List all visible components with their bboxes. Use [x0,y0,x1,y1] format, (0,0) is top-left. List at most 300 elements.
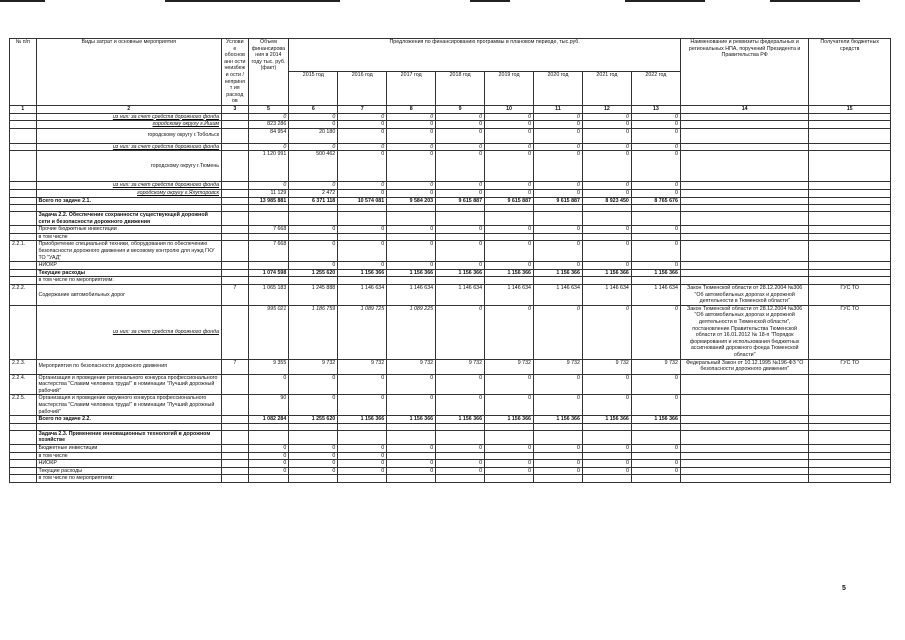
row-value: 0 [338,262,387,270]
row-value: 1 156 366 [387,416,436,424]
row-number [10,182,37,190]
blank-cell [222,423,249,430]
row-value: 0 [631,241,680,262]
row-recipient [809,452,891,460]
row-value: 1 156 366 [485,416,534,424]
row-value [436,277,485,285]
row-document [680,197,808,205]
blank-cell [387,423,436,430]
row-value: 0 [534,262,583,270]
row-value: 0 [485,467,534,475]
row-value [631,430,680,444]
row-value: 0 [387,113,436,121]
row-value: 0 [582,121,631,129]
table-row [10,452,891,460]
row-value: 0 [631,121,680,129]
table-row [10,395,891,416]
row-value [631,452,680,460]
table-row [10,233,891,241]
row-value: 0 [436,444,485,452]
row-condition [222,233,249,241]
row-value: 0 [436,121,485,129]
row-value: 1 255 620 [289,269,338,277]
row-value: 0 [631,226,680,234]
row-value: 0 [631,262,680,270]
row-number [10,143,37,151]
table-row [10,182,891,190]
row-value [387,212,436,226]
row-number [10,475,37,483]
row-condition [222,416,249,424]
row-condition [222,189,249,197]
row-number [10,269,37,277]
row-number: 2.2.1. [10,241,37,262]
scan-top-edge [0,0,905,3]
row-document [680,143,808,151]
row-number [10,467,37,475]
row-number [10,452,37,460]
row-value: 1 156 366 [387,269,436,277]
row-value: 0 [338,121,387,129]
row-number: 2.2.4. [10,374,37,395]
table-row [10,277,891,285]
row-document [680,374,808,395]
row-value: 0 [582,151,631,182]
row-value: 0 [436,467,485,475]
table-row [10,113,891,121]
row-value: 1 186 759 [289,305,338,359]
row-value: 0 [534,374,583,395]
column-number: 11 [534,105,583,113]
blank-cell [248,423,289,430]
row-document [680,121,808,129]
blank-cell [289,423,338,430]
column-number: 7 [338,105,387,113]
row-value: 1 120 991 [248,151,289,182]
row-value: 0 [485,262,534,270]
row-value: 0 [338,374,387,395]
row-value: 0 [338,452,387,460]
row-value: 0 [631,305,680,359]
row-value [338,212,387,226]
column-number: 15 [809,105,891,113]
row-value: 1 255 620 [289,416,338,424]
blank-cell [680,423,808,430]
row-condition [222,262,249,270]
row-document [680,189,808,197]
column-number: 1 [10,105,37,113]
row-document [680,262,808,270]
row-value [582,430,631,444]
row-value: 9 732 [631,359,680,374]
blank-cell [289,205,338,212]
row-recipient [809,262,891,270]
blank-cell [809,423,891,430]
row-document [680,467,808,475]
row-value: 0 [338,143,387,151]
row-value: 8 923 450 [582,197,631,205]
row-value: 0 [387,189,436,197]
row-value: 1 074 598 [248,269,289,277]
blank-row [10,205,891,212]
table-row [10,143,891,151]
row-condition [222,452,249,460]
row-name: Текущие расходы [36,269,222,277]
blank-cell [436,423,485,430]
header-cond: Услови е обоснованн ости неизбежи ости / непринят ия расход ов [222,39,249,106]
row-value: 0 [436,189,485,197]
row-value: 0 [485,143,534,151]
table-row [10,359,891,374]
blank-cell [485,423,534,430]
row-value: 0 [248,182,289,190]
row-name: НИОКР [36,262,222,270]
blank-cell [36,423,222,430]
row-recipient [809,212,891,226]
row-condition [222,305,249,359]
row-value: 0 [387,151,436,182]
row-value [289,475,338,483]
row-value: 0 [436,305,485,359]
row-condition [222,113,249,121]
row-name: Задача 2.3. Применение инновационных технологий в дорожном хозяйстве [36,430,222,444]
row-name: Содержание автомобильных дорог [36,285,222,306]
row-value [248,475,289,483]
row-value: 0 [387,121,436,129]
row-name: Организация и проведение окружного конкурса профессионального мастерства "Славим человека труда!" в номинации "Лучший дорожный рабочий" [36,395,222,416]
row-number: 2.2.3. [10,359,37,374]
row-recipient [809,460,891,468]
row-value: 9 355 [248,359,289,374]
row-value: 9 732 [338,359,387,374]
row-value: 0 [338,182,387,190]
table-row [10,121,891,129]
row-value [582,452,631,460]
row-value: 0 [338,113,387,121]
row-value: 0 [248,444,289,452]
blank-cell [338,205,387,212]
row-value: 0 [289,395,338,416]
row-condition [222,269,249,277]
row-value [338,475,387,483]
row-condition [222,128,249,143]
row-value: 1 245 888 [289,285,338,306]
row-value: 0 [387,395,436,416]
row-value: 9 732 [485,359,534,374]
row-value [534,212,583,226]
row-value: 0 [485,128,534,143]
row-value: 0 [289,452,338,460]
row-value: 1 146 634 [534,285,583,306]
row-value: 1 146 634 [631,285,680,306]
row-value: 0 [436,151,485,182]
row-name: Текущие расходы [36,467,222,475]
row-condition [222,241,249,262]
row-document [680,277,808,285]
blank-cell [809,205,891,212]
row-value [436,452,485,460]
blank-cell [436,205,485,212]
row-value [631,233,680,241]
row-value: 0 [289,143,338,151]
row-value: 0 [582,460,631,468]
row-value: 0 [436,182,485,190]
row-value [436,233,485,241]
row-number [10,128,37,143]
header-row-1 [10,39,891,72]
row-value: 1 156 366 [534,416,583,424]
row-recipient [809,189,891,197]
row-value: 0 [387,143,436,151]
row-value: 1 156 366 [436,416,485,424]
row-condition [222,430,249,444]
row-value: 0 [289,182,338,190]
row-value: 0 [436,143,485,151]
row-value: 0 [289,121,338,129]
row-value: 0 [338,226,387,234]
row-value [485,475,534,483]
row-value: 500 462 [289,151,338,182]
blank-cell [338,423,387,430]
row-name: Организация и проведение регионального конкурса профессионального мастерства "Славим человека труда!" в номинации "Лучший дорожный рабочий" [36,374,222,395]
row-value: 1 146 634 [338,285,387,306]
row-value: 0 [631,374,680,395]
table-row [10,128,891,143]
row-name: Бюджетные инвестиции [36,444,222,452]
row-value: 1 156 366 [582,416,631,424]
row-value: 9 732 [534,359,583,374]
row-value [248,233,289,241]
row-value: 90 [248,395,289,416]
row-value: 9 732 [436,359,485,374]
row-value: 0 [289,241,338,262]
row-name: городскому округу г.Ялуторовск [36,189,222,197]
row-name: НИОКР [36,460,222,468]
row-value: 0 [338,444,387,452]
row-document [680,395,808,416]
row-value: 0 [289,113,338,121]
row-value: 0 [248,143,289,151]
row-value [534,430,583,444]
row-value: 7 668 [248,241,289,262]
row-value: 1 156 366 [534,269,583,277]
row-value: 0 [485,444,534,452]
header-name: Виды затрат и основные мероприятия [36,39,222,106]
row-value: 1 089 225 [387,305,436,359]
row-value: 0 [534,151,583,182]
table-row [10,151,891,182]
row-value: 0 [582,189,631,197]
row-value: 0 [582,241,631,262]
row-recipient [809,467,891,475]
row-recipient [809,226,891,234]
row-condition [222,226,249,234]
blank-cell [631,205,680,212]
row-value [289,277,338,285]
row-value: 0 [338,460,387,468]
row-document [680,430,808,444]
column-number: 5 [248,105,289,113]
row-condition [222,475,249,483]
column-number: 6 [289,105,338,113]
blank-cell [680,205,808,212]
row-name: из них: за счет средств дорожного фонда [36,182,222,190]
table-row [10,475,891,483]
row-number [10,197,37,205]
header-year: 2015 год [289,72,338,105]
row-name: в том числе [36,452,222,460]
row-value: 0 [485,241,534,262]
row-number: 2.2.5. [10,395,37,416]
table-row [10,460,891,468]
row-value: 0 [485,374,534,395]
row-name: Прочие бюджетные инвестиции [36,226,222,234]
row-value [436,212,485,226]
row-value: 0 [534,395,583,416]
row-name: Всего по задаче 2.2. [36,416,222,424]
row-value: 0 [631,128,680,143]
row-document [680,182,808,190]
row-value: 0 [485,182,534,190]
row-value: 1 065 183 [248,285,289,306]
row-value: 9 732 [387,359,436,374]
row-value [582,475,631,483]
row-value: 0 [338,467,387,475]
row-value: 0 [631,151,680,182]
row-document [680,212,808,226]
row-number [10,151,37,182]
header-recipients: Получатели бюджетных средств [809,39,891,106]
header-year: 2021 год [582,72,631,105]
row-value [534,452,583,460]
row-value [338,277,387,285]
page-number: 5 [842,585,846,592]
row-value: 0 [582,128,631,143]
row-number [10,121,37,129]
row-value [534,475,583,483]
row-number [10,460,37,468]
row-name: городскому округу г.Ишим [36,121,222,129]
row-value [485,233,534,241]
row-condition [222,395,249,416]
row-document: Закон Тюменской области от 28.12.2004 №306 "Об автомобильных дорогах и дорожной деятельности в Тюменской области" [680,285,808,306]
row-document [680,475,808,483]
row-value: 0 [534,143,583,151]
row-name: городскому округу г.Тюмень [36,151,222,182]
header-docs: Наименование и реквизиты федеральных и региональных НПА, поручений Президента и Правительства РФ [680,39,808,106]
row-value: 0 [387,241,436,262]
header-year: 2018 год [436,72,485,105]
row-name: из них: за счет средств дорожного фонда [36,143,222,151]
row-value: 0 [631,189,680,197]
row-value: 2 472 [289,189,338,197]
row-value: 0 [436,460,485,468]
row-value: 0 [485,113,534,121]
row-value: 0 [582,262,631,270]
table-row [10,226,891,234]
row-value: 0 [485,226,534,234]
row-value: 0 [338,395,387,416]
row-value: 0 [582,113,631,121]
row-value: 0 [631,444,680,452]
row-value: 0 [387,467,436,475]
row-value: 0 [387,226,436,234]
blank-cell [387,205,436,212]
row-name: в том числе по мероприятиям: [36,277,222,285]
row-value [534,233,583,241]
row-value: 7 668 [248,226,289,234]
row-value: 0 [534,189,583,197]
row-number [10,212,37,226]
row-value [387,452,436,460]
row-condition [222,460,249,468]
row-value: 1 146 634 [387,285,436,306]
row-value: 10 574 081 [338,197,387,205]
row-value: 0 [289,444,338,452]
row-value [485,430,534,444]
row-value [436,475,485,483]
row-condition [222,121,249,129]
row-value: 0 [387,374,436,395]
row-value: 0 [338,151,387,182]
row-value: 0 [582,182,631,190]
row-number: 2.2.2. [10,285,37,306]
row-value: 84 954 [248,128,289,143]
row-condition [222,197,249,205]
row-number [10,233,37,241]
row-value: 0 [248,467,289,475]
row-value: 0 [338,128,387,143]
row-recipient [809,444,891,452]
header-year: 2022 год [631,72,680,105]
row-value: 0 [387,262,436,270]
column-number: 13 [631,105,680,113]
row-value [387,430,436,444]
blank-cell [10,205,37,212]
row-value [582,277,631,285]
row-recipient [809,197,891,205]
row-value: 0 [534,460,583,468]
blank-cell [222,205,249,212]
row-number [10,113,37,121]
row-value [485,277,534,285]
column-number: 2 [36,105,222,113]
row-value: 0 [485,121,534,129]
row-value [289,430,338,444]
row-document [680,113,808,121]
row-value: 0 [289,374,338,395]
row-value: 9 584 203 [387,197,436,205]
table-row [10,262,891,270]
row-name: Всего по задаче 2.1. [36,197,222,205]
row-value: 0 [631,113,680,121]
row-name: из них: за счет средств дорожного фонда [36,305,222,359]
header-proposals: Предложения по финансированию программы в плановом периоде, тыс.руб. [289,39,681,72]
row-value: 0 [631,143,680,151]
row-value: 0 [485,151,534,182]
row-number [10,226,37,234]
row-condition [222,374,249,395]
row-value: 0 [436,226,485,234]
row-value [387,277,436,285]
row-value: 1 156 366 [485,269,534,277]
row-value: 0 [631,182,680,190]
row-value: 0 [582,143,631,151]
row-name: Приобретение специальной техники, оборудования по обеспечению безопасности дорожного движения и весовому контролю для нужд ГКУ ТО "УАД" [36,241,222,262]
table-row [10,285,891,306]
row-value: 9 615 887 [485,197,534,205]
row-value: 0 [248,374,289,395]
